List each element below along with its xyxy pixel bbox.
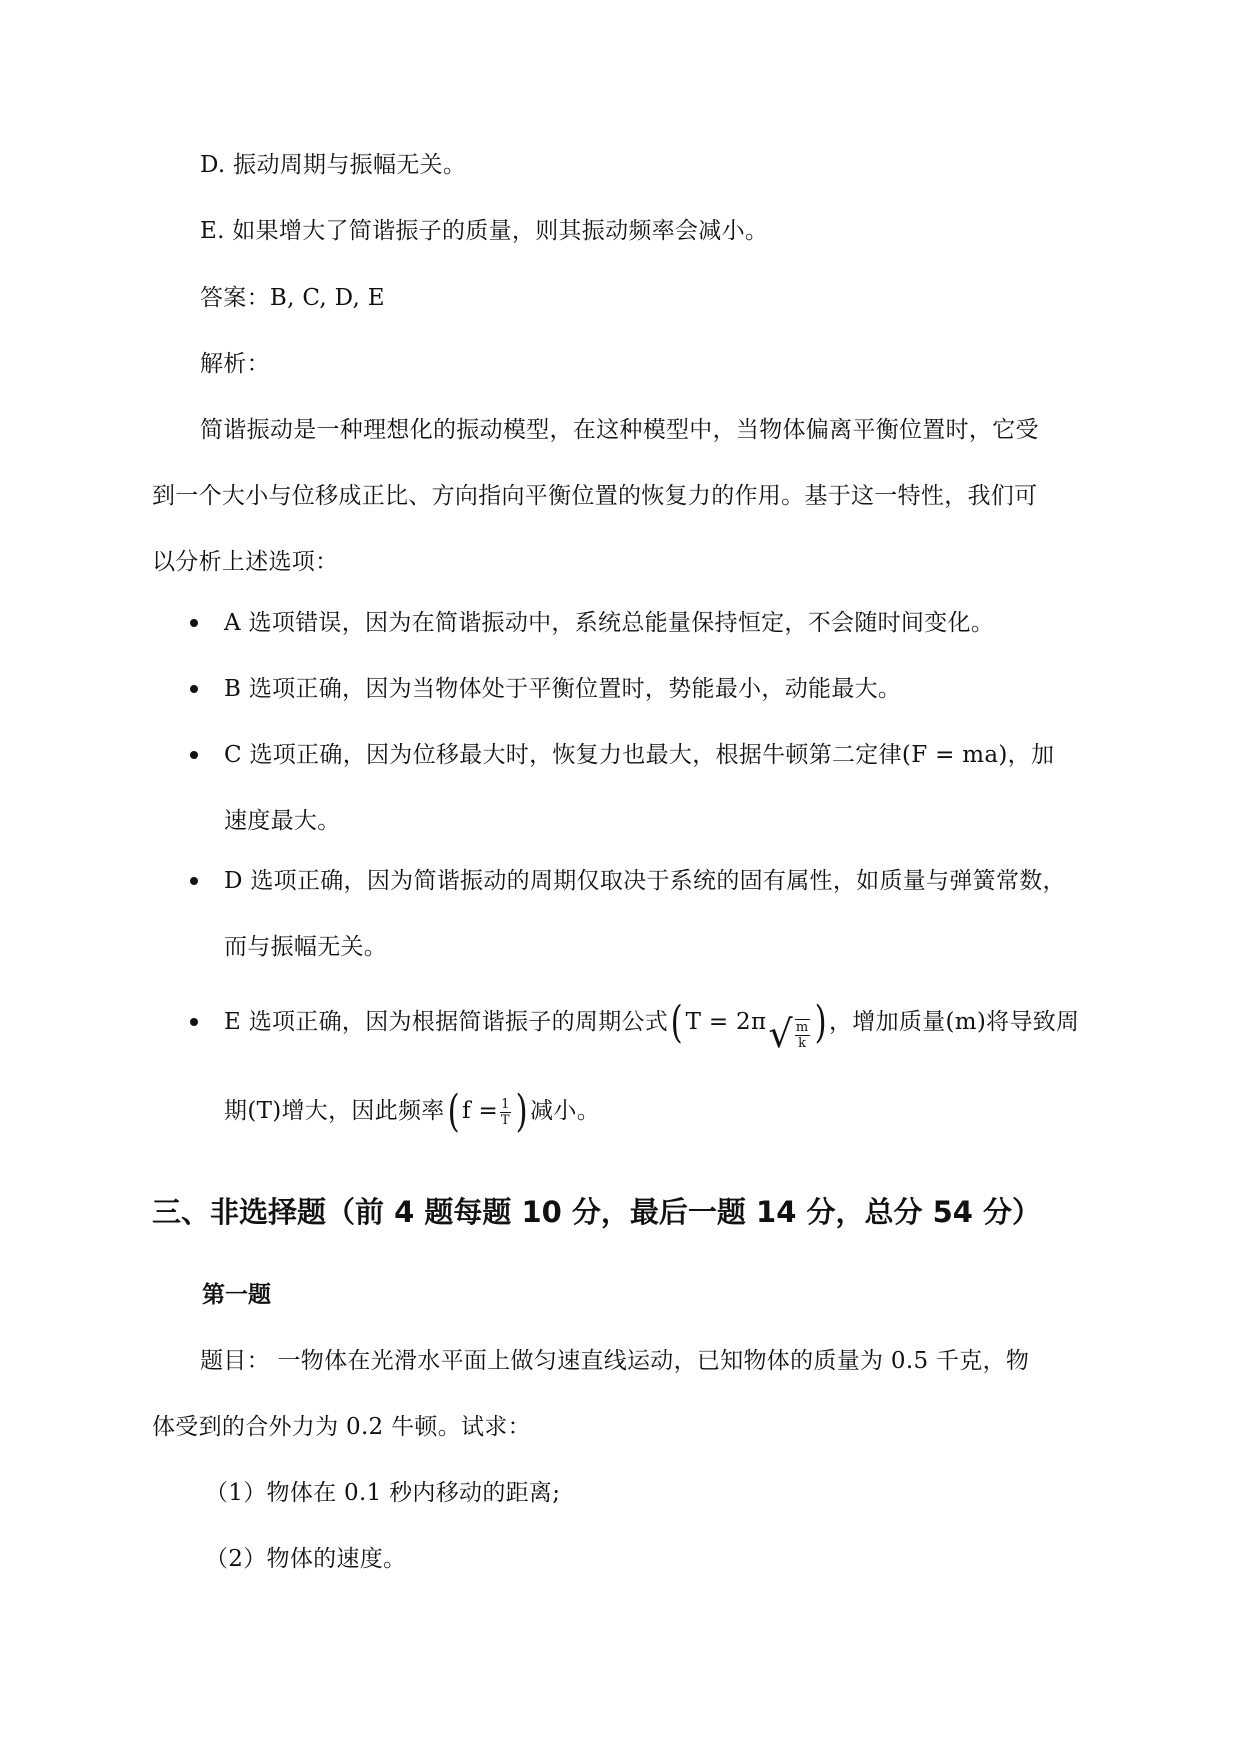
- bullet-c-text: C 选项正确，因为位移最大时，恢复力也最大，根据牛顿第二定律: [224, 742, 902, 768]
- question-1-part-1: （1）物体在 0.1 秒内移动的距离;: [205, 1480, 561, 1506]
- frequency-formula-lhs: f =: [462, 1098, 499, 1124]
- bullet-e-text: E 选项正确，因为根据简谐振子的周期公式: [224, 1009, 669, 1035]
- bullet-dot-c: [190, 751, 198, 759]
- analysis-para-line-2: 到一个大小与位移成正比、方向指向平衡位置的恢复力的作用。基于这一特性，我们可: [152, 483, 1038, 509]
- sqrt-expression: [768, 1012, 811, 1056]
- bullet-e-line2-mid: 增大，因此频率: [281, 1098, 445, 1124]
- section-heading: 三、非选择题（前 4 题每题 10 分，最后一题 14 分，总分 54 分）: [152, 1195, 1042, 1229]
- bullet-c-text-end: ，加: [1007, 742, 1055, 768]
- question-1-part-2: （2）物体的速度。: [205, 1546, 407, 1572]
- fraction-numerator-1: 1: [501, 1096, 510, 1112]
- paren-open: (: [670, 997, 683, 1048]
- one-over-t-fraction: [500, 1097, 511, 1128]
- period-symbol: (T): [247, 1098, 282, 1124]
- bullet-d-line-1: D 选项正确，因为简谐振动的周期仅取决于系统的固有属性，如质量与弹簧常数，: [224, 868, 1066, 894]
- bullet-dot-d: [190, 877, 198, 885]
- option-d: D. 振动周期与振幅无关。: [200, 152, 467, 178]
- fraction-numerator-m: m: [795, 1020, 809, 1035]
- bullet-e-line-2: [224, 1086, 601, 1137]
- bullet-e-line2-start: 期: [224, 1098, 248, 1124]
- bullet-e-line2-end: 减小。: [530, 1098, 601, 1124]
- bullet-dot-b: [190, 685, 198, 693]
- bullet-d-line-2: 而与振幅无关。: [224, 934, 388, 960]
- bullet-b: B 选项正确，因为当物体处于平衡位置时，势能最小，动能最大。: [224, 676, 902, 702]
- bullet-dot-e: [190, 1018, 198, 1026]
- fraction-denominator-t: T: [500, 1112, 510, 1128]
- fraction-denominator-k: k: [798, 1036, 807, 1051]
- analysis-label: 解析：: [200, 351, 270, 377]
- bullet-a: A 选项错误，因为在简谐振动中，系统总能量保持恒定，不会随时间变化。: [224, 610, 995, 636]
- analysis-para-line-1: 简谐振动是一种理想化的振动模型，在这种模型中，当物体偏离平衡位置时，它受: [200, 417, 1039, 443]
- analysis-para-line-3: 以分析上述选项：: [152, 549, 339, 575]
- bullet-e-text-mid: ，增加质量: [829, 1009, 946, 1035]
- bullet-c-line-1: [224, 740, 1054, 770]
- option-e: E. 如果增大了简谐振子的质量，则其振动频率会减小。: [200, 218, 769, 244]
- question-1-stem-line-2: 体受到的合外力为 0.2 牛顿。试求：: [152, 1414, 531, 1440]
- paren-close: ): [814, 997, 827, 1048]
- mass-over-k-fraction: [795, 1019, 810, 1051]
- paren-open-2: (: [447, 1086, 460, 1137]
- mass-symbol: (m): [945, 1009, 987, 1035]
- bullet-e-text-end: 将导致周: [986, 1009, 1080, 1035]
- question-1-stem-line-1: 题目： 一物体在光滑水平面上做匀速直线运动，已知物体的质量为 0.5 千克，物: [200, 1348, 1030, 1374]
- bullet-c-line-2: 速度最大。: [224, 808, 341, 834]
- question-1-title: 第一题: [202, 1282, 271, 1308]
- newton-second-law-formula: (F = ma): [901, 742, 1008, 768]
- paren-close-2: ): [515, 1086, 528, 1137]
- period-formula-lhs: T = 2π: [685, 1009, 767, 1035]
- answer-line: 答案：B, C, D, E: [200, 285, 385, 311]
- bullet-dot-a: [190, 619, 198, 627]
- sqrt-sign: √: [768, 1012, 793, 1056]
- bullet-e-line-1: [224, 997, 1080, 1056]
